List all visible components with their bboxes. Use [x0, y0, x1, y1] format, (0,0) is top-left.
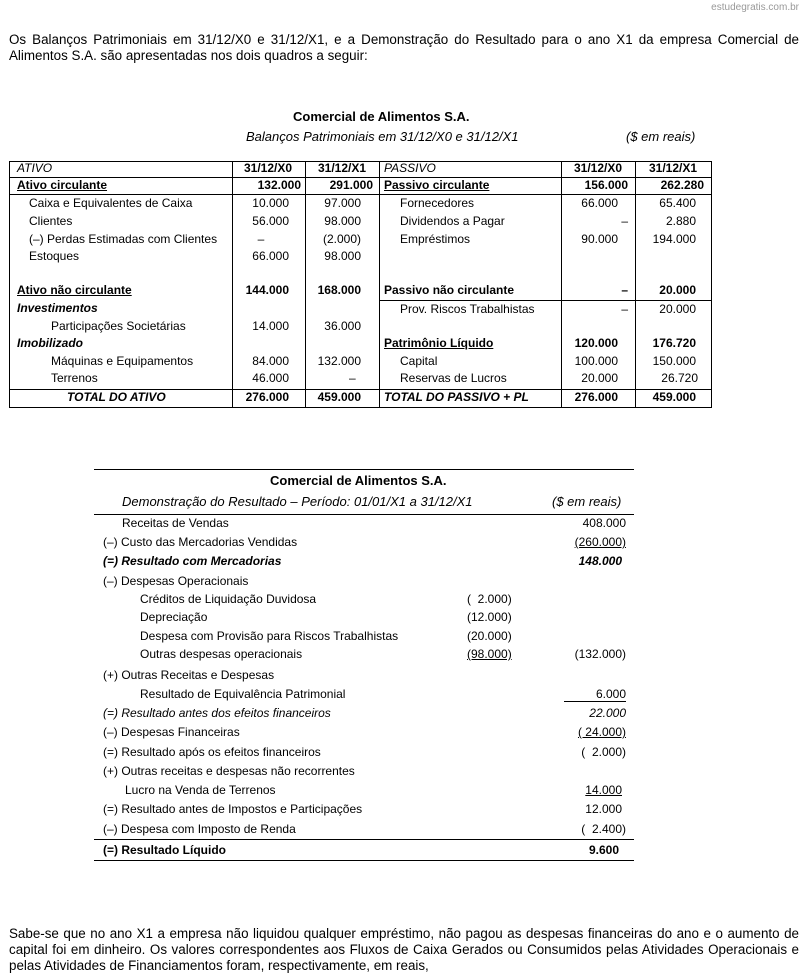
total-passivo-label: TOTAL DO PASSIVO + PL [384, 390, 529, 404]
dre-row-label: (–) Despesas Financeiras [103, 725, 240, 739]
passivo-row-label: Patrimônio Líquido [384, 336, 494, 350]
total-passivo-x1: 459.000 [652, 390, 696, 404]
ativo-row-x0: 10.000 [252, 196, 289, 210]
passivo-row-x0: 66.000 [581, 196, 618, 210]
passivo-row-label: Prov. Riscos Trabalhistas [400, 302, 535, 316]
dre-row-label: Depreciação [140, 610, 208, 624]
ativo-row-label: Imobilizado [17, 336, 83, 350]
passivo-row-x0: 90.000 [581, 232, 618, 246]
passivo-row-x0: 120.000 [574, 336, 618, 350]
passivo-row-x1: 20.000 [659, 283, 696, 297]
passivo-row-label: Dividendos a Pagar [400, 214, 505, 228]
dre-row-value: ( 2.000) [581, 745, 626, 759]
total-ativo-x1: 459.000 [317, 390, 361, 404]
col-header-x0: 31/12/X0 [243, 161, 293, 175]
passivo-row-x0: 20.000 [581, 371, 618, 385]
col-header-x1: 31/12/X1 [648, 161, 698, 175]
ativo-row-label: Investimentos [17, 301, 98, 315]
dre-row-value: ( 2.400) [581, 822, 626, 836]
dre-row-value: 408.000 [582, 516, 626, 530]
passivo-row-x0: – [621, 214, 628, 228]
ativo-row-x1: 98.000 [324, 214, 361, 228]
passivo-row-label: Fornecedores [400, 196, 475, 210]
dre-row-value: 12.000 [585, 802, 622, 816]
passivo-header: PASSIVO [384, 161, 436, 175]
dre-row-label: Receitas de Vendas [122, 516, 229, 530]
dre-row-value: 22.000 [589, 706, 626, 720]
ativo-row-label: Ativo não circulante [17, 283, 132, 297]
ativo-row-x1: 98.000 [324, 249, 361, 263]
passivo-row-label: Reservas de Lucros [400, 371, 507, 385]
passivo-row-label: Passivo circulante [384, 178, 490, 192]
dre-row-value: (132.000) [574, 647, 626, 661]
closing-paragraph: Sabe-se que no ano X1 a empresa não liquidou qualquer empréstimo, não pagou as despesas financeiras do ano e o aumento de capital foi em dinheiro. Os valores correspondentes aos Fluxos de Caixa Gerados ou Consumidos pelas Atividades Operacionais e pelas Atividades de Financiamentos foram, respectivamente, em reais, [9, 926, 799, 973]
dre-subtitle: Demonstração do Resultado – Período: 01/01/X1 a 31/12/X1 [122, 494, 473, 509]
passivo-row-x0: – [621, 283, 628, 297]
dre-row-value: 9.600 [588, 843, 619, 857]
passivo-row-x0: 100.000 [574, 354, 618, 368]
ativo-row-x1: – [349, 371, 356, 385]
total-ativo-label: TOTAL DO ATIVO [67, 390, 166, 404]
dre-row-label: Outras despesas operacionais [140, 647, 303, 661]
divider [94, 839, 634, 840]
dre-row-detail: (12.000) [467, 610, 512, 624]
col-header-x0: 31/12/X0 [573, 161, 623, 175]
ativo-row-x0: 14.000 [252, 319, 289, 333]
ativo-row-x1: 36.000 [324, 319, 361, 333]
dre-row-value: ( 24.000) [577, 725, 626, 739]
balance-subtitle: Balanços Patrimoniais em 31/12/X0 e 31/12/X1 [246, 129, 519, 144]
ativo-row-label: Caixa e Equivalentes de Caixa [29, 196, 193, 210]
dre-row-value: 6.000 [595, 687, 626, 701]
dre-row-label: (=) Resultado Líquido [103, 843, 226, 857]
dre-row-label: (+) Outras receitas e despesas não recorrentes [103, 764, 355, 778]
passivo-row-x1: 262.280 [660, 178, 704, 192]
passivo-row-x1: 176.720 [652, 336, 696, 350]
dre-title: Comercial de Alimentos S.A. [270, 473, 447, 488]
total-ativo-x0: 276.000 [245, 390, 289, 404]
passivo-row-x1: 65.400 [659, 196, 696, 210]
ativo-row-x1: (2.000) [322, 232, 361, 246]
dre-row-label: (–) Despesas Operacionais [103, 574, 249, 588]
ativo-row-x0: 144.000 [245, 283, 289, 297]
passivo-row-label: Passivo não circulante [384, 283, 515, 297]
ativo-row-x0: 66.000 [252, 249, 289, 263]
dre-row-value: (260.000) [574, 535, 626, 549]
dre-row-label: (–) Despesa com Imposto de Renda [103, 822, 296, 836]
dre-row-label: (=) Resultado após os efeitos financeiros [103, 745, 321, 759]
dre-row-label: (=) Resultado com Mercadorias [103, 554, 282, 568]
passivo-row-x0: 156.000 [584, 178, 628, 192]
dre-row-value: 148.000 [578, 554, 622, 568]
ativo-row-x0: 132.000 [257, 178, 301, 192]
dre-row-label: Lucro na Venda de Terrenos [125, 783, 276, 797]
ativo-row-x0: – [257, 232, 265, 246]
ativo-row-label: Máquinas e Equipamentos [51, 354, 194, 368]
ativo-row-label: (–) Perdas Estimadas com Clientes [29, 232, 218, 246]
ativo-row-label: Clientes [29, 214, 73, 228]
divider [94, 860, 634, 861]
ativo-row-x1: 168.000 [317, 283, 361, 297]
balance-sheet-table [9, 161, 712, 407]
passivo-row-label: Capital [400, 354, 438, 368]
total-passivo-x0: 276.000 [574, 390, 618, 404]
ativo-row-x0: 46.000 [252, 371, 289, 385]
passivo-row-x1: 194.000 [652, 232, 696, 246]
dre-row-label: Créditos de Liquidação Duvidosa [140, 592, 317, 606]
dre-row-label: Despesa com Provisão para Riscos Trabalhistas [140, 629, 399, 643]
dre-row-detail: (20.000) [467, 629, 512, 643]
dre-row-detail: (98.000) [467, 647, 512, 661]
passivo-row-x1: 150.000 [652, 354, 696, 368]
passivo-row-x0: – [621, 302, 628, 316]
balance-title: Comercial de Alimentos S.A. [293, 109, 470, 124]
ativo-row-label: Participações Societárias [51, 319, 186, 333]
ativo-row-x1: 97.000 [324, 196, 361, 210]
divider [379, 161, 380, 407]
divider [564, 701, 626, 702]
passivo-row-label: Empréstimos [400, 232, 471, 246]
dre-row-label: (=) Resultado antes de Impostos e Participações [103, 802, 363, 816]
intro-paragraph: Os Balanços Patrimoniais em 31/12/X0 e 31/12/X1, e a Demonstração do Resultado para o ano X1 da empresa Comercial de Alimentos S.A. são apresentadas nos dois quadros a seguir: [9, 32, 799, 63]
ativo-row-x0: 84.000 [252, 354, 289, 368]
ativo-row-x0: 56.000 [252, 214, 289, 228]
ativo-header: ATIVO [17, 161, 53, 175]
dre-unit: ($ em reais) [552, 494, 622, 509]
ativo-row-x1: 291.000 [329, 178, 373, 192]
col-header-x1: 31/12/X1 [317, 161, 367, 175]
passivo-row-x1: 26.720 [661, 371, 698, 385]
divider [94, 469, 634, 470]
dre-row-label: (+) Outras Receitas e Despesas [103, 668, 275, 682]
dre-row-detail: ( 2.000) [467, 592, 512, 606]
ativo-row-label: Estoques [29, 249, 80, 263]
ativo-row-x1: 132.000 [317, 354, 361, 368]
ativo-row-label: Terrenos [51, 371, 98, 385]
income-statement [94, 469, 634, 863]
dre-row-label: Resultado de Equivalência Patrimonial [140, 687, 346, 701]
dre-row-label: (–) Custo das Mercadorias Vendidas [103, 535, 298, 549]
dre-row-label: (=) Resultado antes dos efeitos financeiros [103, 706, 331, 720]
ativo-row-label: Ativo circulante [17, 178, 108, 192]
passivo-row-x1: 20.000 [659, 302, 696, 316]
balance-unit: ($ em reais) [626, 129, 696, 144]
watermark: estudegratis.com.br [711, 2, 799, 13]
passivo-row-x1: 2.880 [665, 214, 696, 228]
dre-row-value: 14.000 [585, 783, 622, 797]
